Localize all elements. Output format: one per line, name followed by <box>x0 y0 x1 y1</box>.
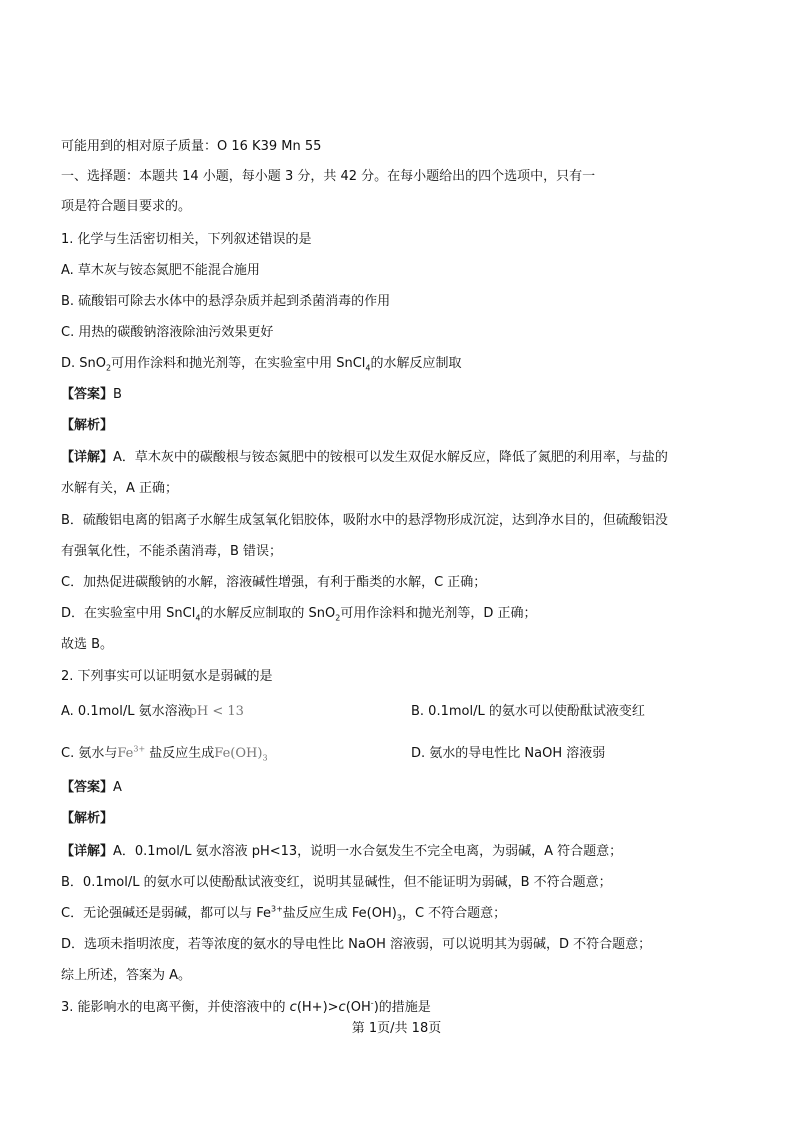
answer-value: B <box>113 387 122 402</box>
q1-option-a: A. 草木灰与铵态氮肥不能混合施用 <box>61 263 260 278</box>
analysis-label: 【解析】 <box>61 418 114 433</box>
q1-option-b: B. 硫酸铝可除去水体中的悬浮杂质并起到杀菌消毒的作用 <box>61 294 391 309</box>
q2-e3-sup: 3+ <box>270 904 283 914</box>
q2-c-formula: Fe(OH) <box>214 746 263 761</box>
section-heading-line1: 一、选择题：本题共 14 小题，每小题 3 分，共 42 分。在每小题给出的四个选项中，只有一 <box>61 169 596 184</box>
detail-label: 【详解】 <box>61 450 114 465</box>
q3-c2: c <box>338 1000 346 1015</box>
q1-e4-pre: D．在实验室中用 SnCl <box>61 606 196 621</box>
q1-e4-sub2: 2 <box>335 613 341 623</box>
q2-option-d: D. 氨水的导电性比 NaOH 溶液弱 <box>411 746 606 761</box>
q1-answer <box>61 386 122 404</box>
section-heading-line2: 项是符合题目要求的。 <box>61 199 192 214</box>
q1-stem: 1. 化学与生活密切相关，下列叙述错误的是 <box>61 232 312 247</box>
q2-explain-d: D．选项未指明浓度，若等浓度的氨水的导电性比 NaOH 溶液弱，可以说明其为弱碱，D 不符合题意； <box>61 937 652 952</box>
q2-c-pre: C. 氨水与 <box>61 746 118 761</box>
q2-c-ion-sup: 3+ <box>133 744 146 754</box>
q2-e3-post: ，C 不符合题意； <box>401 906 507 921</box>
answer-value: A <box>113 780 122 795</box>
q1-d-sub2: 4 <box>365 363 371 373</box>
page-number: 第 1页/共 18页 <box>351 1021 442 1036</box>
q1-option-d <box>61 355 462 373</box>
answer-label: 【答案】 <box>61 387 114 402</box>
q1-analysis-label <box>61 417 113 435</box>
q3-c1: c <box>289 1000 297 1015</box>
q2-c-ion: Fe <box>117 746 134 761</box>
q1-option-c: C. 用热的碳酸钠溶液除油污效果更好 <box>61 325 274 340</box>
atomic-mass-note: 可能用到的相对原子质量：O 16 K39 Mn 55 <box>61 139 322 154</box>
q3-stem-pre: 3. 能影响水的电离平衡，并使溶液中的 <box>61 1000 290 1015</box>
q3-oh: (OH <box>345 1000 371 1015</box>
q2-option-b: B. 0.1mol/L 的氨水可以使酚酞试液变红 <box>411 704 645 719</box>
q2-e3-sub: 3 <box>396 913 402 923</box>
q3-stem <box>61 999 431 1017</box>
q1-explain-d <box>61 605 537 623</box>
q3-stem-post: )的措施是 <box>373 1000 431 1015</box>
q1-e4-post: 可用作涂料和抛光剂等，D 正确； <box>340 606 537 621</box>
q1-conclusion: 故选 B。 <box>61 637 114 652</box>
q1-e1a: A．草木灰中的碳酸根与铵态氮肥中的铵根可以发生双促水解反应，降低了氮肥的利用率，与盐的 <box>113 450 668 465</box>
detail-label: 【详解】 <box>61 844 114 859</box>
q1-d-post: 的水解反应制取 <box>370 356 462 371</box>
q3-h: (H+)> <box>296 1000 339 1015</box>
q2-e1: A．0.1mol/L 氨水溶液 pH<13，说明一水合氨发生不完全电离，为弱碱，A 符合题意； <box>113 844 623 859</box>
q2-c-formula-sub: 3 <box>262 753 268 763</box>
q2-conclusion: 综上所述，答案为 A。 <box>61 968 192 983</box>
analysis-label: 【解析】 <box>61 811 114 826</box>
q2-answer <box>61 779 122 797</box>
q2-option-a <box>61 703 244 721</box>
q1-e4-mid: 的水解反应制取的 SnO <box>200 606 336 621</box>
q3-oh-sup: - <box>370 998 374 1008</box>
q2-explain-c <box>61 905 506 923</box>
q2-stem: 2. 下列事实可以证明氨水是弱碱的是 <box>61 669 273 684</box>
q1-d-sub: 2 <box>106 363 112 373</box>
q2-e3-mid: 盐反应生成 Fe(OH) <box>282 906 397 921</box>
q2-e3-pre: C．无论强碱还是弱碱，都可以与 Fe <box>61 906 271 921</box>
q1-explain-b2: 有强氧化性，不能杀菌消毒，B 错误； <box>61 544 283 559</box>
q1-d-mid: 可用作涂料和抛光剂等，在实验室中用 SnCl <box>111 356 366 371</box>
q1-e4-sub: 4 <box>195 613 201 623</box>
q2-a-text: A. 0.1mol/L 氨水溶液 <box>61 704 191 719</box>
q1-d-pre: D. SnO <box>61 356 106 371</box>
q1-explain-a1 <box>61 449 668 467</box>
q2-explain-b: B．0.1mol/L 的氨水可以使酚酞试液变红，说明其显碱性，但不能证明为弱碱，B 不符合题意； <box>61 875 612 890</box>
q2-analysis-label <box>61 810 113 828</box>
q2-explain-a <box>61 843 622 861</box>
q2-option-c <box>61 745 268 763</box>
answer-label: 【答案】 <box>61 780 114 795</box>
q1-explain-a2: 水解有关，A 正确； <box>61 481 179 496</box>
q2-c-mid: 盐反应生成 <box>145 746 215 761</box>
q1-explain-c: C．加热促进碳酸钠的水解，溶液碱性增强，有利于酯类的水解，C 正确； <box>61 575 487 590</box>
q2-a-formula: pH < 13 <box>188 704 244 719</box>
q1-explain-b1: B．硫酸铝电离的铝离子水解生成氢氧化铝胶体，吸附水中的悬浮物形成沉淀，达到净水目的，但硫酸铝没 <box>61 513 668 528</box>
